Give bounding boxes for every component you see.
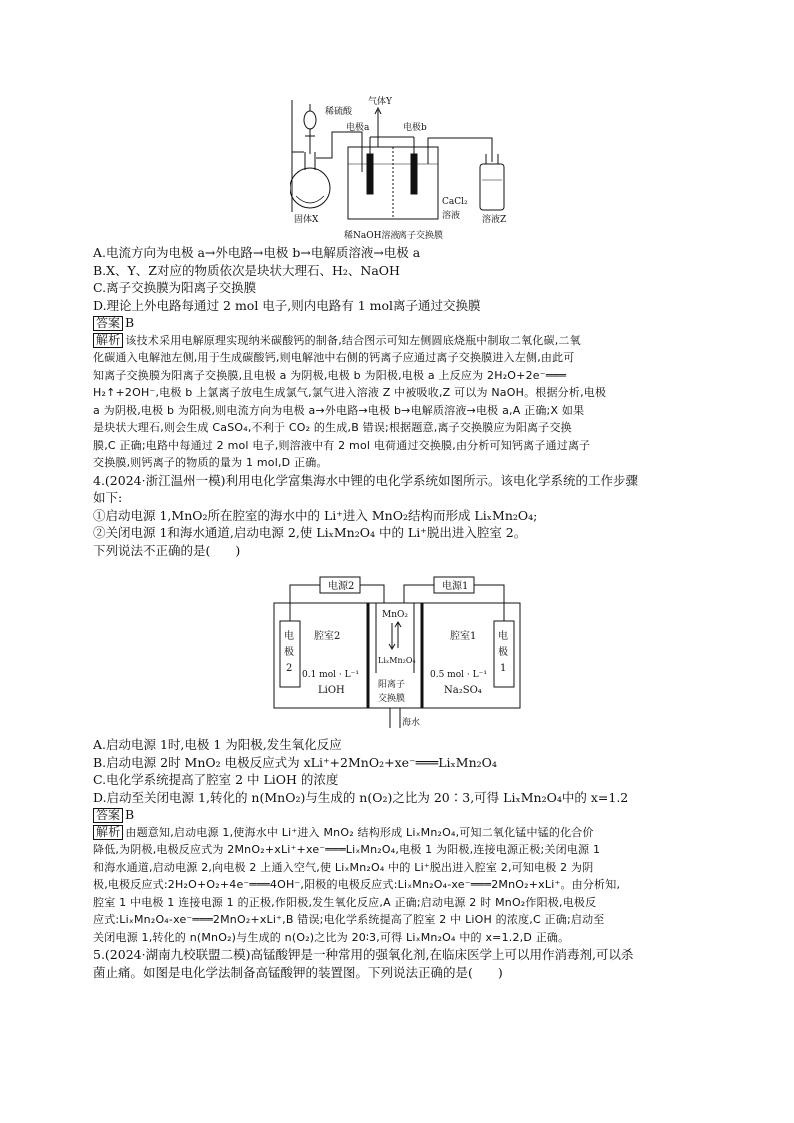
q3-option-d: D.理论上外电路每通过 2 mol 电子,则内电路有 1 mol离子通过交换膜 (93, 297, 481, 313)
label-exchange: 交换膜 (378, 694, 406, 704)
label-mno2: MnO₂ (382, 610, 408, 620)
label-electrode-num: 2 (286, 663, 293, 674)
analysis-line: 该技术采用电解原理实现纳米碳酸钙的制备,结合图示可知左侧圆底烧瓶中制取二氧化碳,二氧 (125, 333, 581, 347)
answer-value: B (125, 807, 135, 822)
label-gas-y: 气体Y (368, 97, 392, 107)
analysis-tag: 解析 (93, 825, 123, 840)
label-dilute-acid: 稀硫酸 (325, 107, 353, 117)
analysis-line: 膜,C 正确;电路中每通过 2 mol 电子,则溶液中有 2 mol 电荷通过交换膜,由分析可知钙离子通过离子 (93, 438, 591, 452)
q4-option-d: D.启动至关闭电源 1,转化的 n(MnO₂)与生成的 n(O₂)之比为 20∶3,可得 LiₓMn₂O₄中的 x=1.2 (93, 789, 629, 805)
label-electrode-num: 1 (500, 663, 507, 674)
label-conc1: 0.5 mol · L⁻¹ (430, 670, 487, 680)
q3-option-b: B.X、Y、Z对应的物质依次是块状大理石、H₂、NaOH (93, 262, 400, 278)
label-chamber1: 腔室1 (450, 631, 477, 642)
analysis-line: 应式:LiₓMn₂O₄-xe⁻═══2MnO₂+xLi⁺,B 错误;电化学系统提高了腔室 2 中 LiOH 的浓度,C 正确;启动至 (93, 913, 605, 926)
stem-line: 菌止痛。如图是电化学法制备高锰酸钾的装置图。下列说法正确的是( ) (93, 964, 503, 980)
electrolysis-apparatus-figure (290, 92, 520, 242)
stem-line: 如下: (93, 490, 123, 505)
answer-tag: 答案 (93, 808, 123, 823)
label-lixmn2o4: LiₓMn₂O₄ (378, 656, 416, 665)
stem-line: ①启动电源 1,MnO₂所在腔室的海水中的 Li⁺进入 MnO₂结构而形成 LiₓMn₂O₄; (93, 507, 538, 523)
label-electrode-char: 电 (498, 631, 508, 642)
label-power1: 电源1 (442, 581, 469, 592)
answer-value: B (125, 315, 135, 330)
q4-option-c: C.电化学系统提高了腔室 2 中 LiOH 的浓度 (93, 772, 339, 787)
analysis-line: 腔室 1 中电极 1 连接电源 1 的正极,作阳极,发生氧化反应,A 正确;启动电源 2 时 MnO₂作阳极,电极反 (93, 895, 597, 909)
stem-line: 5.(2024·湖南九校联盟二模)高锰酸钾是一种常用的强氧化剂,在临床医学上可以用作消毒剂,可以杀 (93, 947, 634, 962)
label-naoh: 稀NaOH溶液 (344, 231, 400, 241)
label-solution-z: 溶液Z (482, 215, 507, 225)
label-electrode-char: 电 (284, 631, 294, 642)
label-cation: 阳离子 (378, 680, 406, 690)
analysis-line: 降低,为阴极,电极反应式为 2MnO₂+xLi⁺+xe⁻═══LiₓMn₂O₄,电极 1 为阳极,连接电源正极;关闭电源 1 (93, 843, 601, 856)
lithium-enrichment-figure (272, 573, 522, 733)
analysis-line: H₂↑+2OH⁻,电极 b 上氯离子放电生成氯气,氯气进入溶液 Z 中被吸收,Z 可以为 NaOH。根据分析,电极 (93, 386, 607, 399)
stem-line: 4.(2024·浙江温州一模)利用电化学富集海水中锂的电化学系统如图所示。该电化学系统的工作步骤 (93, 472, 638, 488)
label-cacl2: CaCl₂ (442, 197, 468, 207)
label-power2: 电源2 (328, 581, 355, 592)
label-chamber2: 腔室2 (314, 631, 341, 642)
q4-analysis (93, 824, 705, 947)
q3-option-c: C.离子交换膜为阳离子交换膜 (93, 280, 257, 295)
analysis-line: a 为阴极,电极 b 为阳极,则电流方向为电极 a→外电路→电极 b→电解质溶液→电极 a,A 正确;X 如果 (93, 403, 585, 417)
q3-options (93, 244, 705, 559)
label-na2so4: Na₂SO₄ (444, 685, 482, 696)
analysis-line: 化碳通入电解池左侧,用于生成碳酸钙,则电解池中右侧的钙离子应通过离子交换膜进入左侧,由此可 (93, 351, 575, 364)
analysis-tag: 解析 (93, 333, 123, 348)
analysis-line: 是块状大理石,则会生成 CaSO₄,不利于 CO₂ 的生成,B 错误;根据题意,离子交换膜应为阳离子交换 (93, 421, 572, 434)
analysis-line: 交换膜,则钙离子的物质的量为 1 mol,D 正确。 (93, 456, 328, 469)
stem-line: 下列说法不正确的是( ) (93, 542, 241, 558)
label-electrode-char: 极 (284, 647, 294, 658)
label-electrode-char: 极 (498, 647, 508, 658)
stem-line: ②关闭电源 1和海水通道,启动电源 2,使 LiₓMn₂O₄ 中的 Li⁺脱出进入腔室 2。 (93, 525, 527, 540)
q3-answer (93, 314, 705, 332)
label-seawater: 海水 (402, 718, 421, 728)
label-electrode-a: 电极a (346, 123, 370, 133)
label-membrane: 离子交换膜 (398, 231, 444, 241)
label-solution: 溶液 (442, 211, 461, 221)
analysis-line: 关闭电源 1,转化的 n(MnO₂)与生成的 n(O₂)之比为 20∶3,可得 LiₓMn₂O₄ 中的 x=1.2,D 正确。 (93, 930, 570, 944)
analysis-line: 极,电极反应式:2H₂O+O₂+4e⁻═══4OH⁻,阳极的电极反应式:LiₓMn₂O₄-xe⁻═══2MnO₂+xLi⁺。由分析知, (93, 878, 621, 891)
q3-analysis (93, 332, 705, 472)
answer-tag: 答案 (93, 316, 123, 331)
analysis-line: 知离子交换膜为阳离子交换膜,且电极 a 为阴极,电极 b 为阳极,电极 a 上反应为 2H₂O+2e⁻═══ (93, 368, 567, 382)
q4-stem (93, 472, 705, 560)
q5-stem (93, 946, 705, 981)
label-conc2: 0.1 mol · L⁻¹ (302, 670, 359, 680)
label-solid-x: 固体X (294, 215, 319, 225)
q4-option-b: B.启动电源 2时 MnO₂ 电极反应式为 xLi⁺+2MnO₂+xe⁻═══LiₓMn₂O₄ (93, 754, 497, 770)
analysis-line: 由题意知,启动电源 1,使海水中 Li⁺进入 MnO₂ 结构形成 LiₓMn₂O₄,可知二氧化锰中锰的化合价 (125, 825, 594, 839)
q4-option-a: A.启动电源 1时,电极 1 为阳极,发生氧化反应 (93, 737, 342, 752)
label-electrode-b: 电极b (403, 123, 427, 133)
q3-option-a: A.电流方向为电极 a→外电路→电极 b→电解质溶液→电极 a (93, 245, 421, 260)
analysis-line: 和海水通道,启动电源 2,向电极 2 上通入空气,使 LiₓMn₂O₄ 中的 Li⁺脱出进入腔室 2,可知电极 2 为阴 (93, 860, 594, 874)
q4-body (93, 736, 705, 981)
label-lioh: LiOH (318, 685, 345, 696)
q4-answer (93, 806, 705, 824)
